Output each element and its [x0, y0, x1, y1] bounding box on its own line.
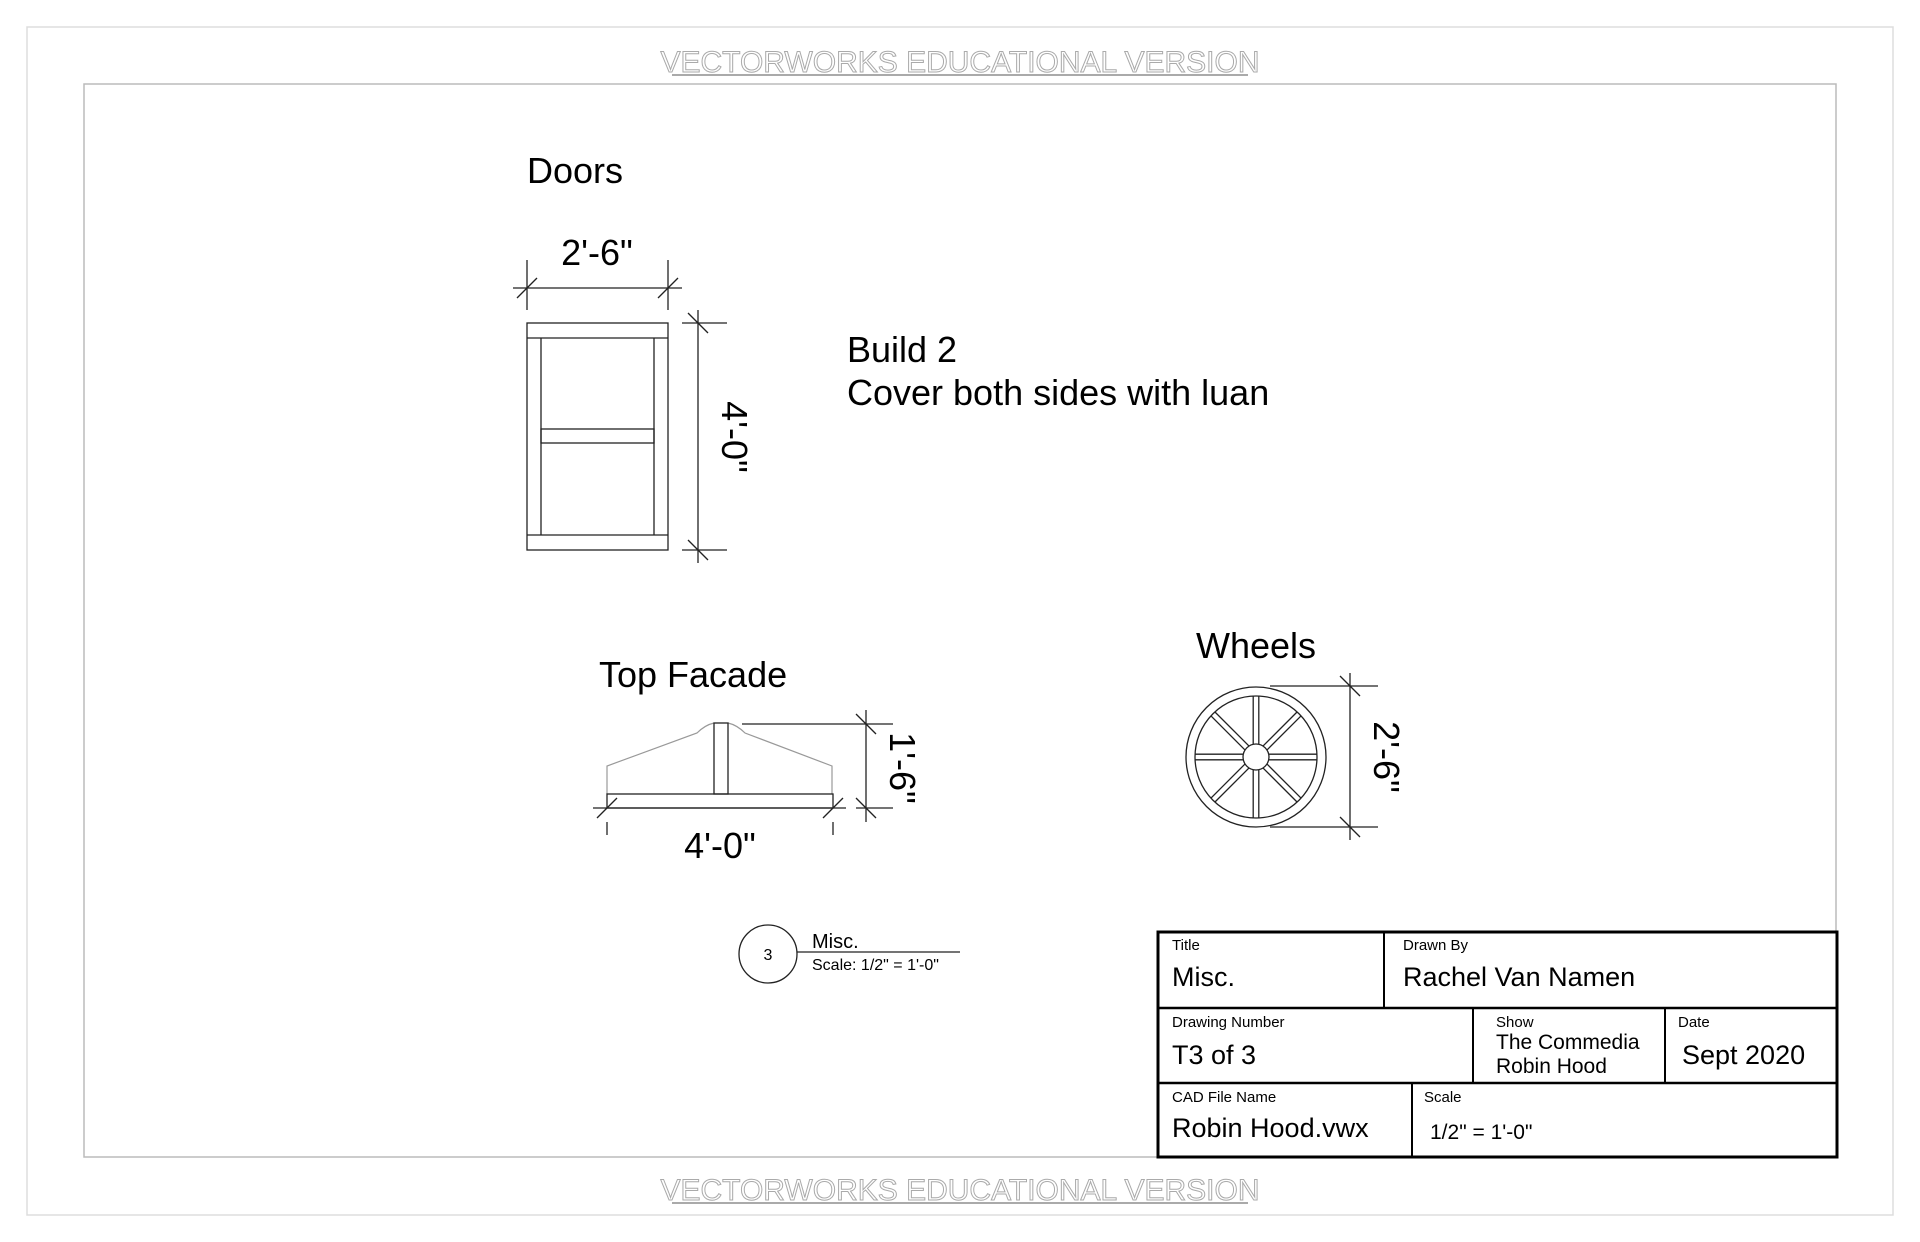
door-height-dimension: [682, 310, 755, 563]
title-value: Misc.: [1172, 962, 1235, 992]
wheel-spoke: [1215, 712, 1249, 746]
facade-post: [714, 723, 728, 794]
wheel-spoke: [1263, 768, 1297, 802]
callout-number: 3: [763, 947, 773, 964]
door-frame: [527, 323, 668, 550]
date-value: Sept 2020: [1682, 1040, 1806, 1070]
door-width-label: 2'-6": [561, 232, 633, 273]
door-height-label: 4'-0": [714, 401, 755, 473]
scale-value: 1/2" = 1'-0": [1430, 1121, 1533, 1144]
top-facade-drawing: [593, 654, 923, 866]
wheel-diameter-label: 2'-6": [1366, 721, 1407, 793]
callout-scale: Scale: 1/2" = 1'-0": [812, 957, 939, 974]
cad-file-value: Robin Hood.vwx: [1172, 1113, 1369, 1143]
date-label: Date: [1678, 1014, 1710, 1031]
note-build: Build 2: [847, 329, 958, 370]
watermark-top: VECTORWORKS EDUCATIONAL VERSION: [660, 46, 1260, 79]
top-facade-title: Top Facade: [599, 654, 788, 695]
wheel-hub: [1243, 744, 1269, 770]
wheel-diameter-dimension: [1270, 673, 1407, 840]
wheel-spoke: [1211, 764, 1245, 798]
wheel-spoke: [1215, 768, 1249, 802]
title-label: Title: [1172, 937, 1200, 954]
facade-base: [607, 794, 833, 808]
show-line2: Robin Hood: [1496, 1055, 1607, 1078]
wheel-spoke: [1211, 716, 1245, 750]
wheel-spoke: [1267, 716, 1301, 750]
show-label: Show: [1496, 1014, 1534, 1031]
doors-title: Doors: [527, 150, 624, 191]
callout-name: Misc.: [812, 931, 859, 953]
wheel-spoke: [1267, 764, 1301, 798]
note-cover: Cover both sides with luan: [847, 372, 1270, 413]
door-mid-rail: [541, 429, 654, 443]
drawn-by-label: Drawn By: [1403, 937, 1469, 954]
drawn-by-value: Rachel Van Namen: [1403, 962, 1636, 992]
show-line1: The Commedia: [1496, 1031, 1640, 1054]
drawing-number-value: T3 of 3: [1172, 1040, 1257, 1070]
wheels-title: Wheels: [1196, 625, 1317, 666]
facade-width-label: 4'-0": [684, 825, 756, 866]
doors-drawing: [513, 150, 755, 563]
wheels-drawing: [1186, 625, 1407, 840]
drawing-number-label: Drawing Number: [1172, 1014, 1285, 1031]
door-width-dimension: [513, 232, 682, 310]
scale-label: Scale: [1424, 1089, 1462, 1106]
wheel-spoke: [1263, 712, 1297, 746]
facade-height-label: 1'-6": [882, 732, 923, 804]
facade-width-dimension: [593, 798, 846, 866]
watermark-bottom: VECTORWORKS EDUCATIONAL VERSION: [660, 1174, 1260, 1207]
drawing-callout: [739, 925, 960, 983]
title-block: [1158, 932, 1837, 1157]
cad-file-label: CAD File Name: [1172, 1089, 1277, 1106]
